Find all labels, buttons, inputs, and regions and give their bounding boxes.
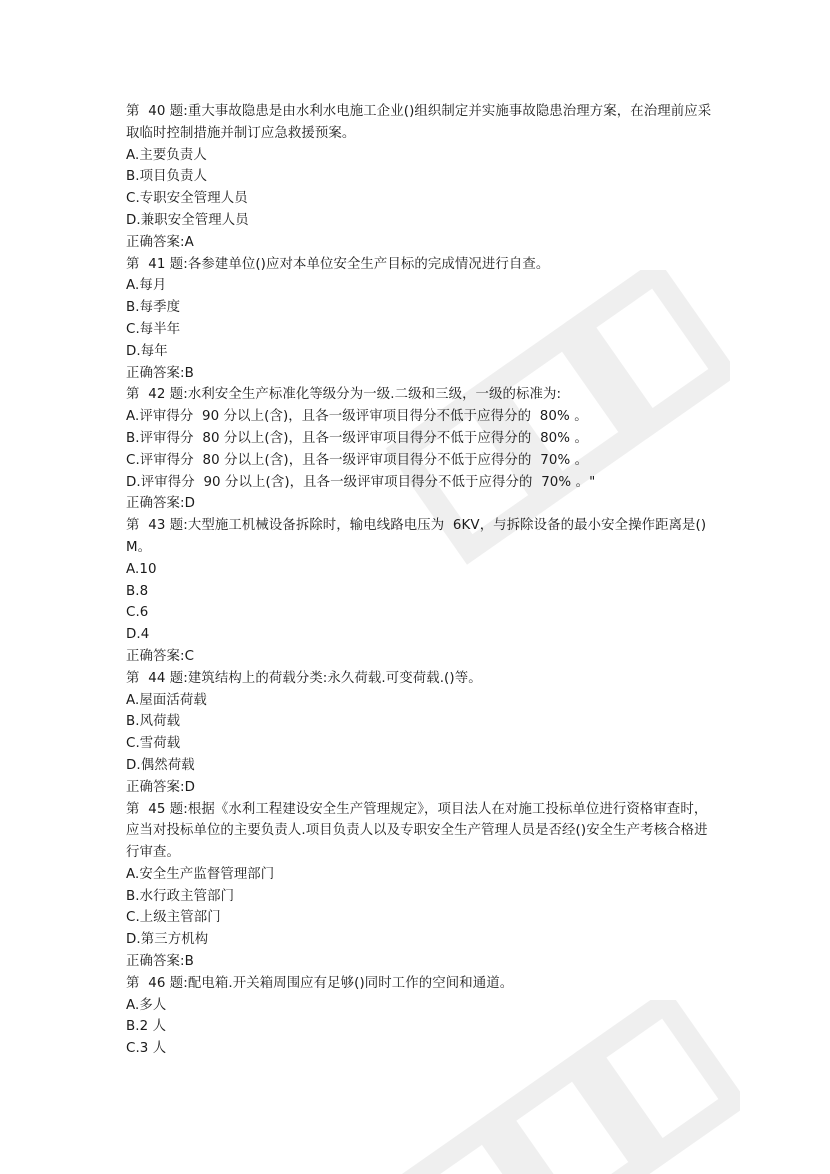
question-text: 第 43 题:大型施工机械设备拆除时，输电线路电压为 6KV，与拆除设备的最小安全操作距离是()M。 <box>126 518 707 555</box>
question-block <box>126 973 716 1060</box>
correct-answer: 正确答案:A <box>126 234 194 250</box>
option-c: C.雪荷载 <box>126 736 181 752</box>
option-c: C.上级主管部门 <box>126 910 221 926</box>
option-b: B.每季度 <box>126 300 181 316</box>
question-block <box>126 384 716 515</box>
option-a: A.多人 <box>126 997 167 1013</box>
option-b: B.评审得分 80 分以上(含)，且各一级评审项目得分不低于应得分的 80% 。 <box>126 430 588 446</box>
option-a: A.主要负责人 <box>126 147 207 163</box>
option-d: D.4 <box>126 627 150 643</box>
option-d: D.评审得分 90 分以上(含)，且各一级评审项目得分不低于应得分的 70% 。" <box>126 474 596 490</box>
question-text: 第 45 题:根据《水利工程建设安全生产管理规定》，项目法人在对施工投标单位进行资格审查时， 应当对投标单位的主要负责人.项目负责人以及专职安全生产管理人员是否经()安全生产考核合格进行审查。 <box>126 801 717 861</box>
option-c: C.每半年 <box>126 321 181 337</box>
question-text: 第 40 题:重大事故隐患是由水利水电施工企业()组织制定并实施事故隐患治理方案，在治理前应采取临时控制措施并制订应急救援预案。 <box>126 104 712 141</box>
option-a: A.每月 <box>126 278 167 294</box>
option-d: D.第三方机构 <box>126 932 209 948</box>
option-a: A.屋面活荷载 <box>126 692 207 708</box>
correct-answer: 正确答案:B <box>126 365 194 381</box>
option-a: A.10 <box>126 561 157 577</box>
option-c: C.6 <box>126 605 149 621</box>
correct-answer: 正确答案:D <box>126 496 195 512</box>
option-a: A.安全生产监督管理部门 <box>126 866 275 882</box>
option-d: D.偶然荷载 <box>126 757 195 773</box>
question-block <box>126 668 716 799</box>
option-c: C.专职安全管理人员 <box>126 191 248 207</box>
question-text: 第 46 题:配电箱.开关箱周围应有足够()同时工作的空间和通道。 <box>126 975 514 991</box>
question-text: 第 42 题:水利安全生产标准化等级分为一级.二级和三级，一级的标准为: <box>126 387 562 403</box>
option-c: C.评审得分 80 分以上(含)，且各一级评审项目得分不低于应得分的 70% 。 <box>126 452 589 468</box>
option-c: C.3 人 <box>126 1041 167 1057</box>
correct-answer: 正确答案:C <box>126 648 195 664</box>
question-block <box>126 799 716 973</box>
correct-answer: 正确答案:B <box>126 954 194 970</box>
correct-answer: 正确答案:D <box>126 779 195 795</box>
option-d: D.兼职安全管理人员 <box>126 212 249 228</box>
option-b: B.水行政主管部门 <box>126 888 235 904</box>
question-block <box>126 254 716 385</box>
option-b: B.风荷载 <box>126 714 181 730</box>
option-b: B.项目负责人 <box>126 169 208 185</box>
option-b: B.2 人 <box>126 1019 167 1035</box>
question-text: 第 44 题:建筑结构上的荷载分类:永久荷载.可变荷载.()等。 <box>126 670 482 686</box>
option-d: D.每年 <box>126 343 168 359</box>
option-a: A.评审得分 90 分以上(含)，且各一级评审项目得分不低于应得分的 80% 。 <box>126 409 588 425</box>
question-block <box>126 515 716 668</box>
option-b: B.8 <box>126 583 149 599</box>
question-text: 第 41 题:各参建单位()应对本单位安全生产目标的完成情况进行自查。 <box>126 256 550 272</box>
question-block <box>126 101 716 254</box>
question-list <box>126 101 716 1060</box>
